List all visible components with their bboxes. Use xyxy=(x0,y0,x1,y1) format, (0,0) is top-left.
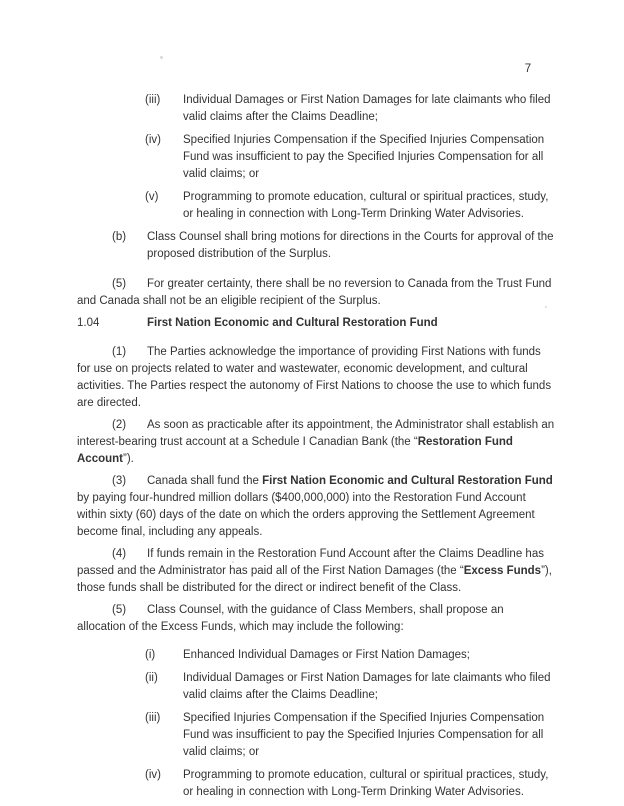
paragraph-text: ”). xyxy=(123,453,134,465)
list-item-text: Specified Injuries Compensation if the Specified Injuries Compensation Fund was insufficient to pay the Specified Injuries Compensation for all valid claims; or xyxy=(183,712,545,758)
page-number: 7 xyxy=(524,63,532,75)
page-content xyxy=(77,92,555,806)
paragraph-label: (5) xyxy=(112,604,127,616)
list-item-roman xyxy=(77,710,555,761)
list-item-roman xyxy=(77,670,555,704)
paragraph-label: (5) xyxy=(112,278,127,290)
list-item-roman xyxy=(77,767,555,801)
section-number: 1.04 xyxy=(77,317,100,329)
list-item-label: (v) xyxy=(145,191,159,203)
paragraph-text: ”), those funds shall be distributed for the direct or indirect benefit of the Class. xyxy=(77,565,552,594)
list-item-label: (b) xyxy=(112,231,127,243)
list-item-text: Specified Injuries Compensation if the Specified Injuries Compensation Fund was insufficient to pay the Specified Injuries Compensation for all valid claims; or xyxy=(183,134,545,180)
section-heading xyxy=(77,315,555,332)
paragraph-text: The Parties acknowledge the importance of providing First Nations with funds for use on projects related to water and wastewater, economic development, and cultural activities. The Parties respect the autonomy of First Nations to choose the use to which funds are directed. xyxy=(77,346,552,409)
paragraph-text: by paying four-hundred million dollars ($400,000,000) into the Restoration Fund Account within sixty (60) days of the date on which the orders approving the Settlement Agreement become final, including any appeals. xyxy=(77,492,535,538)
paragraph-5-lower xyxy=(77,602,555,636)
list-item-label: (iv) xyxy=(145,134,161,146)
paragraph-label: (2) xyxy=(112,419,127,431)
defined-term: First Nation Economic and Cultural Restoration Fund xyxy=(262,475,553,487)
list-item-roman xyxy=(77,92,555,126)
paragraph-text: If funds remain in the Restoration Fund Account after the Claims Deadline has passed and the Administrator has paid all of the First Nation Damages (the “ xyxy=(77,548,544,577)
paragraph-text: As soon as practicable after its appointment, the Administrator shall establish an interest-bearing trust account at a Schedule I Canadian Bank (the “ xyxy=(77,419,555,448)
list-item-label: (iv) xyxy=(145,769,161,781)
list-item-letter-b xyxy=(77,229,555,263)
paragraph-label: (3) xyxy=(112,475,127,487)
list-item-roman xyxy=(77,189,555,223)
list-item-roman xyxy=(77,132,555,183)
list-item-text: Programming to promote education, cultural or spiritual practices, study, or healing in connection with Long-Term Drinking Water Advisories. xyxy=(183,191,549,220)
paragraph-4 xyxy=(77,546,555,597)
paragraph-1 xyxy=(77,344,555,412)
paragraph-text: For greater certainty, there shall be no reversion to Canada from the Trust Fund and Canada shall not be an eligible recipient of the Surplus. xyxy=(77,278,552,307)
list-item-label: (iii) xyxy=(145,712,161,724)
list-item-text: Individual Damages or First Nation Damages for late claimants who filed valid claims after the Claims Deadline; xyxy=(183,672,551,701)
paragraph-text: Canada shall fund the xyxy=(147,475,263,487)
section-title: First Nation Economic and Cultural Restoration Fund xyxy=(147,317,438,329)
paragraph-label: (1) xyxy=(112,346,127,358)
list-item-label: (i) xyxy=(145,649,156,661)
list-item-text: Class Counsel shall bring motions for directions in the Courts for approval of the proposed distribution of the Surplus. xyxy=(147,231,554,260)
list-item-label: (ii) xyxy=(145,672,158,684)
list-item-text: Individual Damages or First Nation Damages for late claimants who filed valid claims after the Claims Deadline; xyxy=(183,94,551,123)
paragraph-label: (4) xyxy=(112,548,127,560)
defined-term: Restoration Fund Account xyxy=(77,436,513,465)
list-item-label: (iii) xyxy=(145,94,161,106)
paragraph-text: Class Counsel, with the guidance of Class Members, shall propose an allocation of the Excess Funds, which may include the following: xyxy=(77,604,504,633)
paragraph-5-upper xyxy=(77,276,555,310)
scan-speck xyxy=(160,56,163,59)
defined-term: Excess Funds xyxy=(463,565,542,577)
list-item-text: Programming to promote education, cultural or spiritual practices, study, or healing in connection with Long-Term Drinking Water Advisories. xyxy=(183,769,549,798)
paragraph-3 xyxy=(77,473,555,541)
list-item-roman xyxy=(77,647,555,664)
paragraph-2 xyxy=(77,417,555,468)
list-item-text: Enhanced Individual Damages or First Nation Damages; xyxy=(183,649,471,661)
